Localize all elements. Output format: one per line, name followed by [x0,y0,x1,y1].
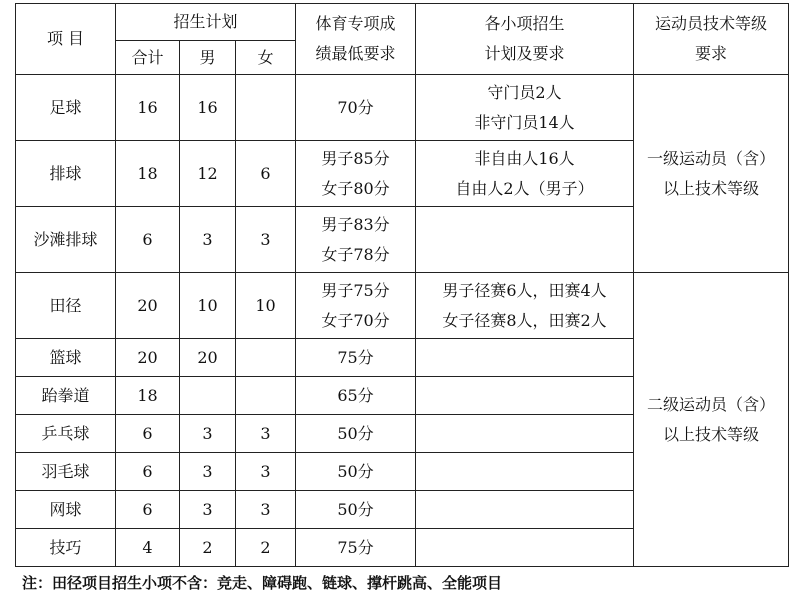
male-count: 3 [180,453,236,491]
total-count: 20 [116,273,180,339]
total-count: 18 [116,141,180,207]
min-score: 男子83分 女子78分 [296,207,416,273]
table-row [16,273,789,339]
sport-name: 网球 [16,491,116,529]
min-score: 70分 [296,75,416,141]
sport-name: 跆拳道 [16,377,116,415]
female-count [236,75,296,141]
sub-plan [416,529,634,567]
sub-plan: 非自由人16人 自由人2人（男子） [416,141,634,207]
header-plan: 招生计划 [116,4,296,41]
male-count: 16 [180,75,236,141]
sub-plan [416,453,634,491]
total-count: 6 [116,207,180,273]
male-count: 3 [180,491,236,529]
sub-plan [416,491,634,529]
male-count [180,377,236,415]
header-male: 男 [180,41,236,75]
header-project: 项 目 [16,4,116,75]
total-count: 6 [116,491,180,529]
female-count [236,377,296,415]
male-count: 10 [180,273,236,339]
total-count: 4 [116,529,180,567]
admission-plan-table [15,3,789,567]
female-count: 10 [236,273,296,339]
total-count: 6 [116,453,180,491]
sport-name: 篮球 [16,339,116,377]
sport-name: 田径 [16,273,116,339]
sub-plan [416,377,634,415]
min-score: 50分 [296,415,416,453]
female-count: 3 [236,207,296,273]
male-count: 12 [180,141,236,207]
sub-plan [416,339,634,377]
level-requirement-first: 一级运动员（含） 以上技术等级 [634,75,789,273]
sub-plan [416,207,634,273]
male-count: 20 [180,339,236,377]
header-min-score: 体育专项成 绩最低要求 [296,4,416,75]
sport-name: 沙滩排球 [16,207,116,273]
header-total: 合计 [116,41,180,75]
sport-name: 排球 [16,141,116,207]
min-score: 75分 [296,529,416,567]
table-row [16,75,789,141]
total-count: 16 [116,75,180,141]
sub-plan [416,415,634,453]
min-score: 50分 [296,453,416,491]
header-female: 女 [236,41,296,75]
footnote: 注：田径项目招生小项不含：竞走、障碍跑、链球、撑杆跳高、全能项目 [22,574,503,592]
male-count: 3 [180,415,236,453]
female-count: 6 [236,141,296,207]
level-requirement-second: 二级运动员（含） 以上技术等级 [634,273,789,567]
header-sub-plan: 各小项招生 计划及要求 [416,4,634,75]
male-count: 2 [180,529,236,567]
min-score: 65分 [296,377,416,415]
sport-name: 足球 [16,75,116,141]
sub-plan: 男子径赛6人，田赛4人 女子径赛8人，田赛2人 [416,273,634,339]
sport-name: 羽毛球 [16,453,116,491]
female-count: 3 [236,491,296,529]
sport-name: 乒乓球 [16,415,116,453]
female-count: 3 [236,453,296,491]
sub-plan: 守门员2人 非守门员14人 [416,75,634,141]
min-score: 50分 [296,491,416,529]
total-count: 18 [116,377,180,415]
min-score: 男子75分 女子70分 [296,273,416,339]
female-count: 2 [236,529,296,567]
total-count: 6 [116,415,180,453]
female-count [236,339,296,377]
min-score: 75分 [296,339,416,377]
header-athlete-level: 运动员技术等级 要求 [634,4,789,75]
sport-name: 技巧 [16,529,116,567]
female-count: 3 [236,415,296,453]
male-count: 3 [180,207,236,273]
total-count: 20 [116,339,180,377]
min-score: 男子85分 女子80分 [296,141,416,207]
